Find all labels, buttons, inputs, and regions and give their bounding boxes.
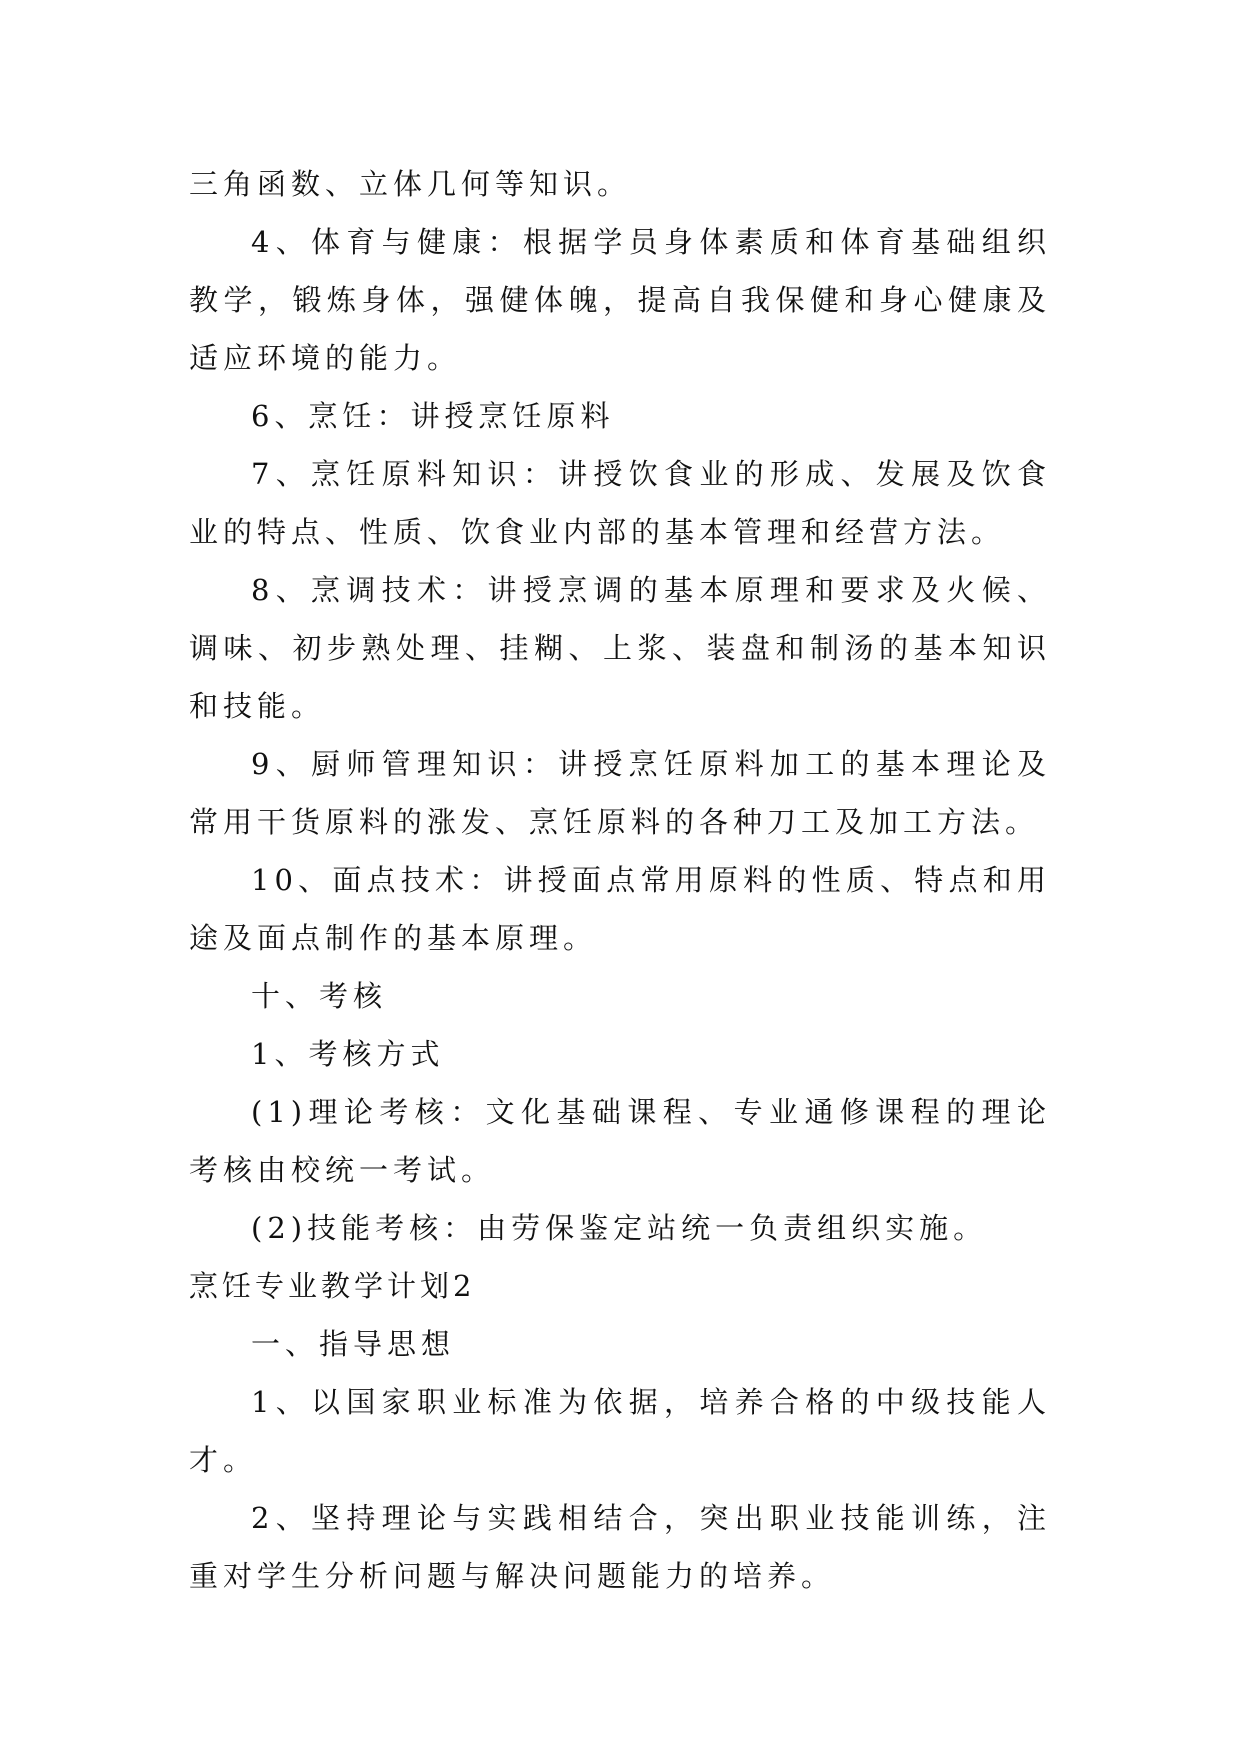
paragraph-pe-health: 4、体育与健康：根据学员身体素质和体育基础组织教学，锻炼身体，强健体魄，提高自我保健和身心健康及适应环境的能力。 [189, 225, 1051, 375]
paragraph-chef-management: 9、厨师管理知识：讲授烹饪原料加工的基本理论及常用干货原料的涨发、烹饪原料的各种刀工及加工方法。 [189, 747, 1051, 839]
paragraph-pastry-technique: 10、面点技术：讲授面点常用原料的性质、特点和用途及面点制作的基本原理。 [189, 863, 1051, 955]
paragraph-guideline-1: 1、以国家职业标准为依据，培养合格的中级技能人才。 [189, 1385, 1051, 1477]
paragraph-cooking-technique: 8、烹调技术：讲授烹调的基本原理和要求及火候、调味、初步熟处理、挂糊、上浆、装盘和制汤的基本知识和技能。 [189, 573, 1051, 723]
paragraph-ingredient-knowledge: 7、烹饪原料知识：讲授饮食业的形成、发展及饮食业的特点、性质、饮食业内部的基本管理和经营方法。 [189, 457, 1051, 549]
paragraph-continuation: 三角函数、立体几何等知识。 [189, 167, 632, 201]
paragraph-skill-exam: (2)技能考核：由劳保鉴定站统一负责组织实施。 [251, 1211, 988, 1245]
section-heading-guiding-ideology: 一、指导思想 [251, 1327, 456, 1361]
paragraph-cooking: 6、烹饪：讲授烹饪原料 [251, 399, 615, 433]
paragraph-theory-exam: (1)理论考核：文化基础课程、专业通修课程的理论考核由校统一考试。 [189, 1095, 1051, 1187]
paragraph-guideline-2: 2、坚持理论与实践相结合，突出职业技能训练，注重对学生分析问题与解决问题能力的培养。 [189, 1501, 1051, 1593]
section-heading-assessment: 十、考核 [251, 979, 388, 1013]
document-title-plan-2: 烹饪专业教学计划2 [189, 1269, 476, 1303]
document-body [189, 155, 1051, 1605]
subheading-assessment-method: 1、考核方式 [251, 1037, 445, 1071]
